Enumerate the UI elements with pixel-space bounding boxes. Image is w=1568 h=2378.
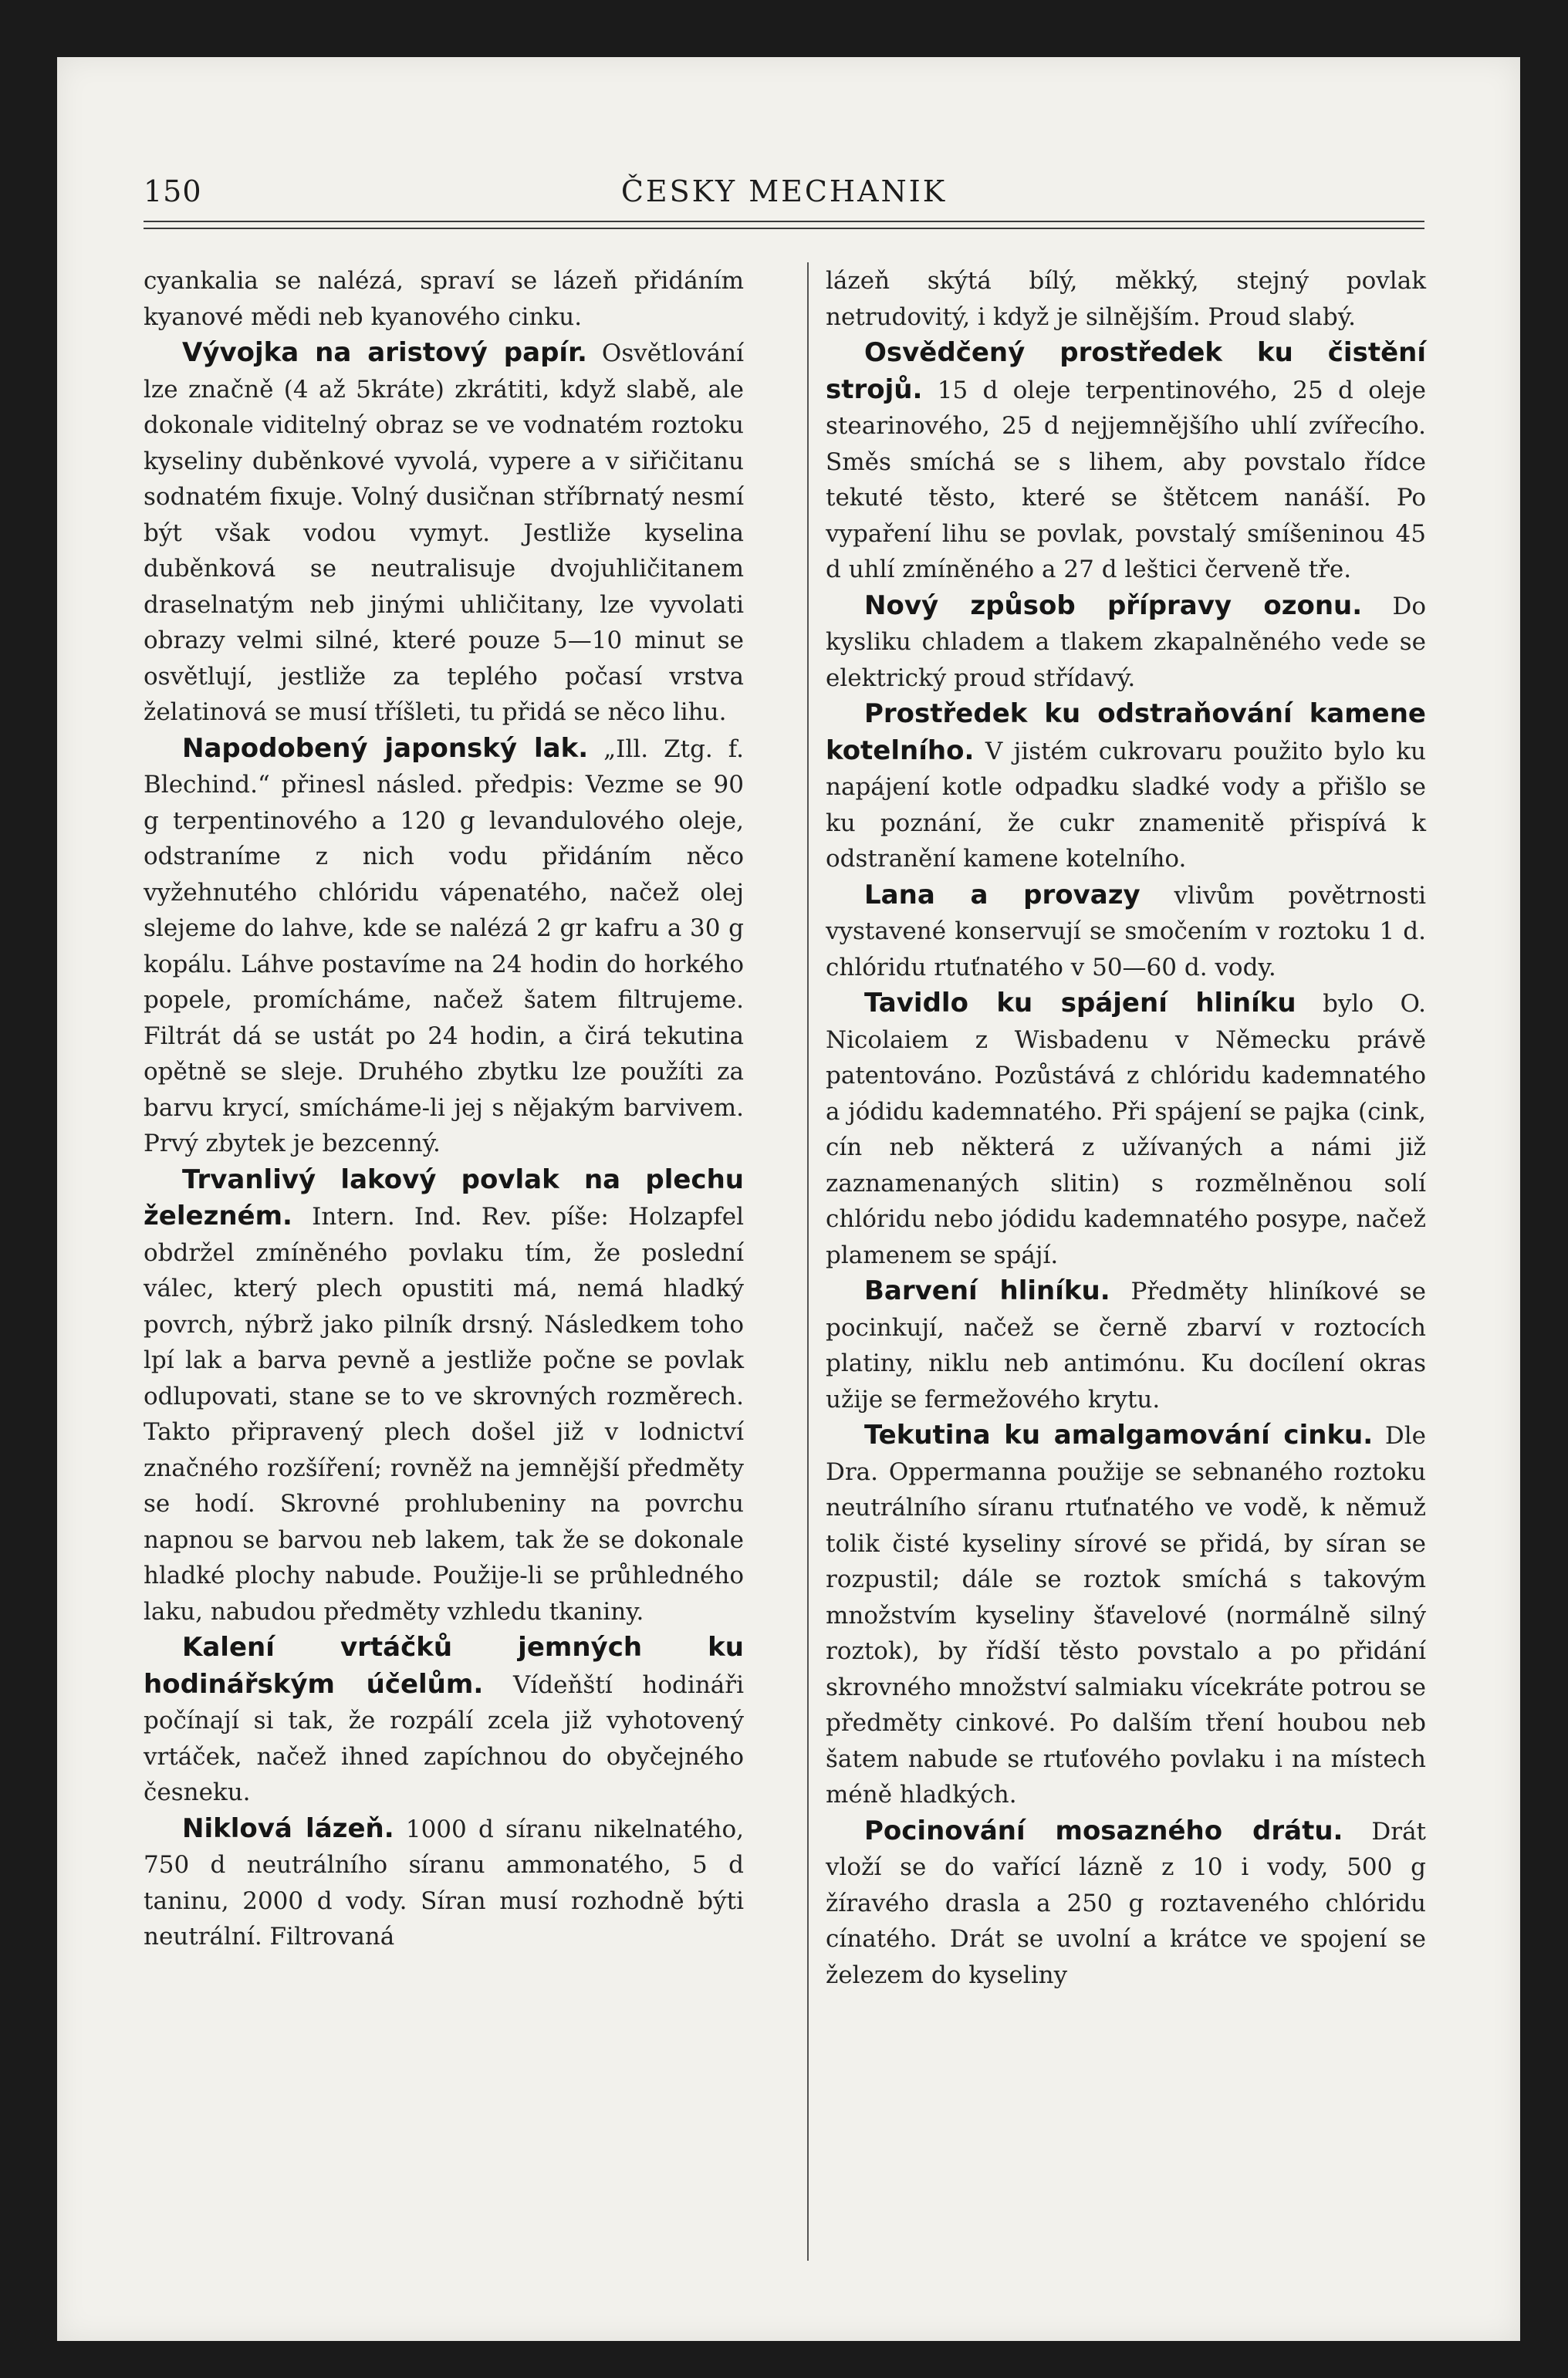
section-heading: Tavidlo ku spájení hliníku [864, 988, 1296, 1018]
section-heading: Niklová lázeň. [182, 1812, 394, 1844]
section-heading: Vývojka na aristový papír. [182, 337, 587, 368]
section-heading: Trvanlivý lakový povlak na plechu železném. [144, 1164, 744, 1231]
header-rule [144, 221, 1424, 229]
running-title: ČESKY MECHANIK [620, 174, 948, 208]
paragraph: lázeň skýtá bílý, měkký, stejný povlak netrudovitý, i když je silnějším. Proud slabý. [826, 267, 1426, 331]
right-column [826, 262, 1426, 2261]
section-heading: Prostředek ku odstraňování kamene kotelního. [826, 698, 1426, 766]
section-heading: Lana a provazy [864, 879, 1141, 910]
paragraph: Napodobený japonský lak. „Ill. Ztg. f. Blechind.“ přinesl násled. předpis: Vezme se 90 g terpentinového a 120 g levandulového oleje, odstraníme z nich vodu přidáním něco vyžehnutého chlóridu vápenatého, načež olej slejeme do lahve, kde se nalézá 2 gr kafru a 30 g kopálu. Láhve postavíme na 24 hodin do horkého popele, promícháme, načež šatem filtrujeme. Filtrát dá se ustát po 24 hodin, a čirá tekutina opětně se sleje. Druhého zbytku lze použíti za barvu krycí, smícháme-li jej s nějakým barvivem. Prvý zbytek je bezcenný. [144, 732, 744, 1157]
section-heading: Napodobený japonský lak. [182, 732, 589, 764]
paragraph: Pocinování mosazného drátu. Drát vloží se do vařící lázně z 10 i vody, 500 g žíravého drasla a 250 g roztaveného chlóridu cínatého. Drát se uvolní a krátce ve spojení se železem do kyseliny [826, 1815, 1427, 1989]
paragraph: Vývojka na aristový papír. Osvětlování lze značně (4 až 5kráte) zkrátiti, když slabě, ale dokonale viditelný obraz se ve vodnatém roztoku kyseliny duběnkové vyvolá, vypere a v siřičitanu sodnatém fixuje. Volný dusičnan stříbrnatý nesmí být však vodou vymyt. Jestliže kyselina duběnková se neutralisuje dvojuhličitanem draselnatým neb jinými uhličitany, lze vyvolati obrazy velmi silné, které pouze 5—10 minut se osvětlují, jestliže za teplého počasí vrstva želatinová se musí tříšleti, tu přidá se něco lihu. [144, 337, 745, 726]
paragraph: Tekutina ku amalgamování cinku. Dle Dra. Oppermanna použije se sebnaného roztoku neutrálního síranu rtuťnatého ve vodě, k němuž tolik čisté kyseliny sírové se přidá, by síran se rozpustil; dále se roztok smíchá s takovým množstvím kyseliny šťavelové (normálně silný roztok), by řídší těsto povstalo a po přidání skrovného množství salmiaku vícekráte potrou se předměty cinkové. Po dalším tření houbou neb šatem nabude se rtuťového povlaku i na místech méně hladkých. [826, 1420, 1426, 1809]
paragraph: Prostředek ku odstraňování kamene kotelního. V jistém cukrovaru použito bylo ku napájení kotle odpadku sladké vody a přišlo se ku poznání, že cukr znamenitě přispívá k odstranění kamene kotelního. [826, 698, 1426, 873]
section-heading: Osvědčený prostředek ku čistění strojů. [826, 337, 1426, 405]
section-heading: Nový způsob přípravy ozonu. [864, 589, 1363, 621]
left-column [144, 262, 744, 2261]
paragraph: Niklová lázeň. 1000 d síranu nikelnatého, 750 d neutrálního síranu ammonatého, 5 d taninu, 2000 d vody. Síran musí rozhodně býti neutrální. Filtrovaná [144, 1812, 744, 1951]
paragraph: Osvědčený prostředek ku čistění strojů. 15 d oleje terpentinového, 25 d oleje stearinového, 25 d nejjemnějšího uhlí zvířecího. Směs smíchá se s lihem, aby povstalo řídce tekuté těsto, které se štětcem nanáší. Po vypaření lihu se povlak, povstalý smíšeninou 45 d uhlí zmíněného a 27 d leštici červeně tře. [826, 337, 1426, 583]
paragraph: Barvení hliníku. Předměty hliníkové se pocinkují, načež se černě zbarví v roztocích platiny, niklu neb antimónu. Ku docílení okras užije se fermežového krytu. [826, 1275, 1426, 1414]
paragraph: cyankalia se nalézá, spraví se lázeň přidáním kyanové mědi neb kyanového cinku. [144, 267, 744, 331]
section-heading: Barvení hliníku. [864, 1275, 1110, 1306]
column-divider [807, 262, 809, 2261]
page-number: 150 [144, 174, 202, 208]
section-heading: Kalení vrtáčků jemných ku hodinářským účelům. [144, 1632, 744, 1700]
paragraph: Kalení vrtáčků jemných ku hodinářským účelům. Vídeňští hodináři počínají si tak, že rozpálí zcela již vyhotovený vrtáček, načež ihned zapíchnou do obyčejného česneku. [144, 1632, 744, 1806]
paragraph: Nový způsob přípravy ozonu. Do kysliku chladem a tlakem zkapalněného vede se elektrický proud střídavý. [826, 589, 1426, 692]
paragraph: Trvanlivý lakový povlak na plechu železném. Intern. Ind. Rev. píše: Holzapfel obdržel zmíněného povlaku tím, že poslední válec, který plech opustiti má, nemá hladký povrch, nýbrž jako pilník drsný. Následkem toho lpí lak a barva pevně a jestliže počne se povlak odlupovati, stane se to ve skrovných rozměrech. Takto připravený plech došel již v lodnictví značného rozšíření; rovněž na jemnější předměty se hodí. Skrovné prohlubeniny na povrchu napnou se barvou neb lakem, tak že se dokonale hladké plochy nabude. Použije-li se průhledného laku, nabudou předměty vzhledu tkaniny. [144, 1164, 744, 1626]
paragraph: Tavidlo ku spájení hliníku bylo O. Nicolaiem z Wisbadenu v Německu právě patentováno. Pozůstává z chlóridu kademnatého a jódidu kademnatého. Při spájení se pajka (cink, cín neb některá z užívaných a námi již zaznamenaných slitin) s rozmělněnou solí chlóridu nebo jódidu kademnatého posype, načež plamenem se spájí. [826, 988, 1426, 1269]
paragraph: Lana a provazy vlivům povětrnosti vystavené konservují se smočením v roztoku 1 d. chlóridu rtuťnatého v 50—60 d. vody. [826, 879, 1426, 981]
section-heading: Pocinování mosazného drátu. [864, 1815, 1343, 1846]
page-header [144, 174, 1424, 208]
section-heading: Tekutina ku amalgamování cinku. [864, 1420, 1374, 1451]
